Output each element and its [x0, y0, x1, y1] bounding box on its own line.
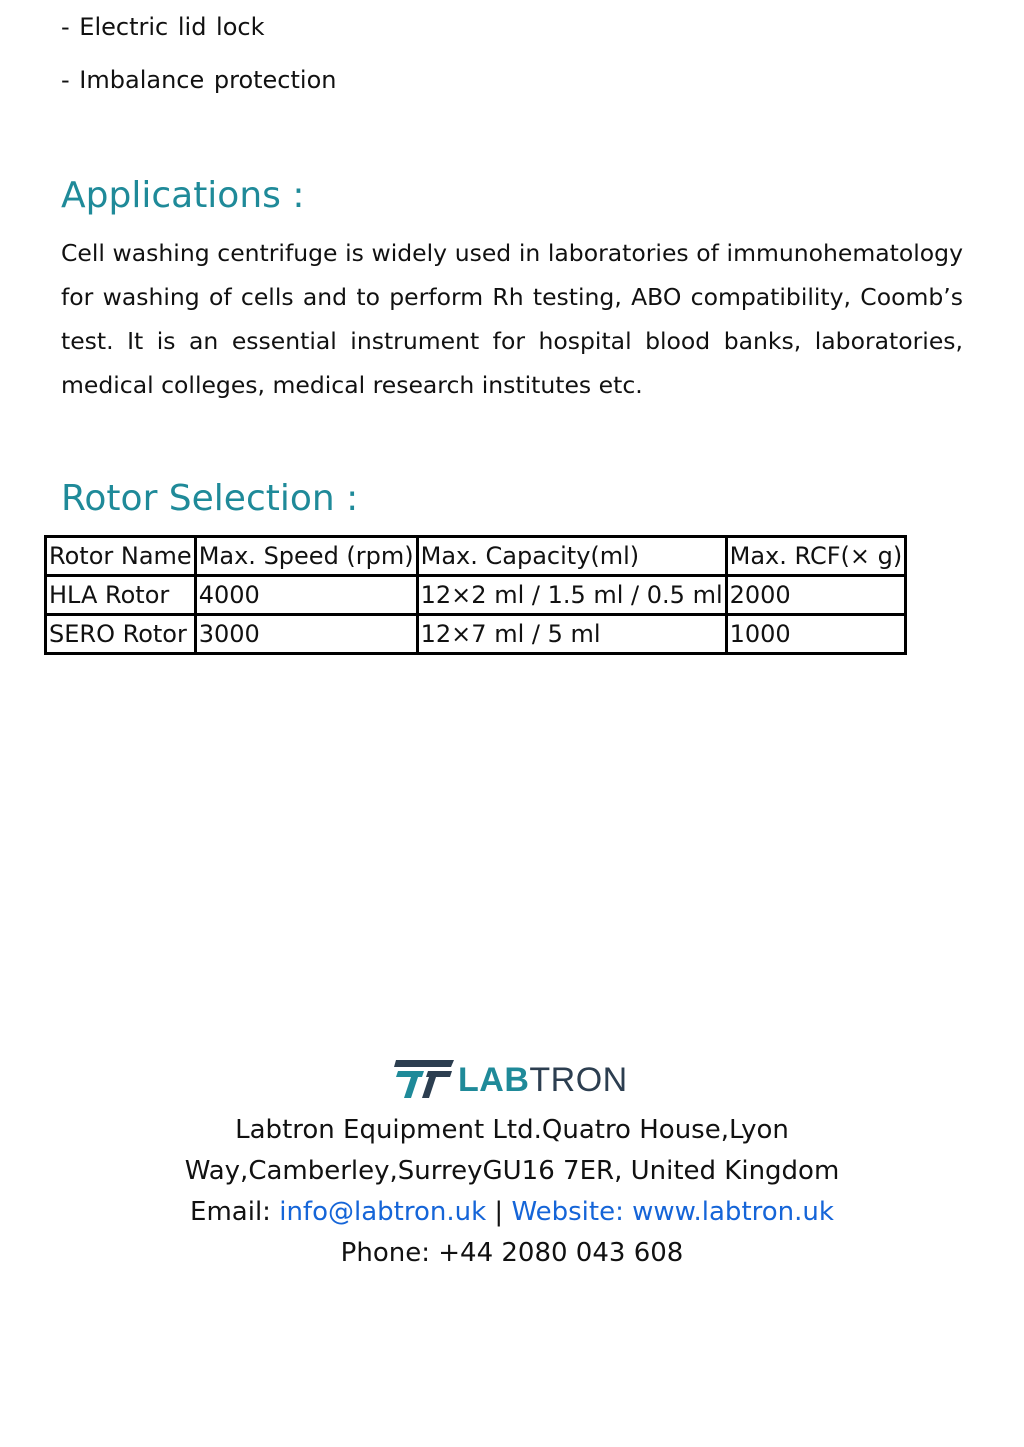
cell-max-speed: 3000	[195, 615, 417, 654]
cell-max-speed: 4000	[195, 576, 417, 615]
logo-lab: LAB	[458, 1061, 530, 1099]
contact-line	[0, 1192, 1024, 1233]
cell-max-capacity: 12×7 ml / 5 ml	[417, 615, 726, 654]
applications-text: Cell washing centrifuge is widely used in laboratories of immunohematology for washing of cells and to perform Rh testing, ABO compatibility, Coomb’s test. It is an essential instrument for hospital blood banks, laboratories, medical colleges, medical research institutes etc.	[61, 239, 963, 399]
table-header-row	[46, 537, 906, 576]
cell-max-capacity: 12×2 ml / 1.5 ml / 0.5 ml	[417, 576, 726, 615]
header-max-rcf: Max. RCF(× g)	[726, 537, 906, 576]
header-max-speed: Max. Speed (rpm)	[195, 537, 417, 576]
feature-imbalance-protection: - Imbalance protection	[61, 66, 337, 94]
labtron-logo-text	[458, 1060, 628, 1100]
header-rotor-name: Rotor Name	[46, 537, 196, 576]
website-link[interactable]: Website: www.labtron.uk	[511, 1197, 834, 1227]
labtron-logo-icon	[394, 1058, 456, 1102]
cell-rotor-name: SERO Rotor	[46, 615, 196, 654]
contact-separator: |	[486, 1197, 512, 1227]
cell-rotor-name: HLA Rotor	[46, 576, 196, 615]
table-row	[46, 576, 906, 615]
cell-max-rcf: 2000	[726, 576, 906, 615]
address-line-1: Labtron Equipment Ltd.Quatro House,Lyon	[235, 1115, 789, 1145]
address-line-2: Way,Camberley,SurreyGU16 7ER, United Kingdom	[184, 1156, 840, 1186]
rotor-selection-heading: Rotor Selection :	[61, 478, 359, 519]
applications-heading: Applications :	[61, 175, 305, 216]
email-link[interactable]: info@labtron.uk	[279, 1197, 487, 1227]
logo-tron: TRON	[529, 1061, 628, 1099]
email-label: Email:	[190, 1197, 280, 1227]
cell-max-rcf: 1000	[726, 615, 906, 654]
rotor-table	[44, 535, 907, 655]
header-max-capacity: Max. Capacity(ml)	[417, 537, 726, 576]
table-row	[46, 615, 906, 654]
phone-line: Phone: +44 2080 043 608	[340, 1238, 684, 1268]
feature-electric-lid-lock: - Electric lid lock	[61, 13, 265, 41]
labtron-logo	[394, 1058, 634, 1102]
